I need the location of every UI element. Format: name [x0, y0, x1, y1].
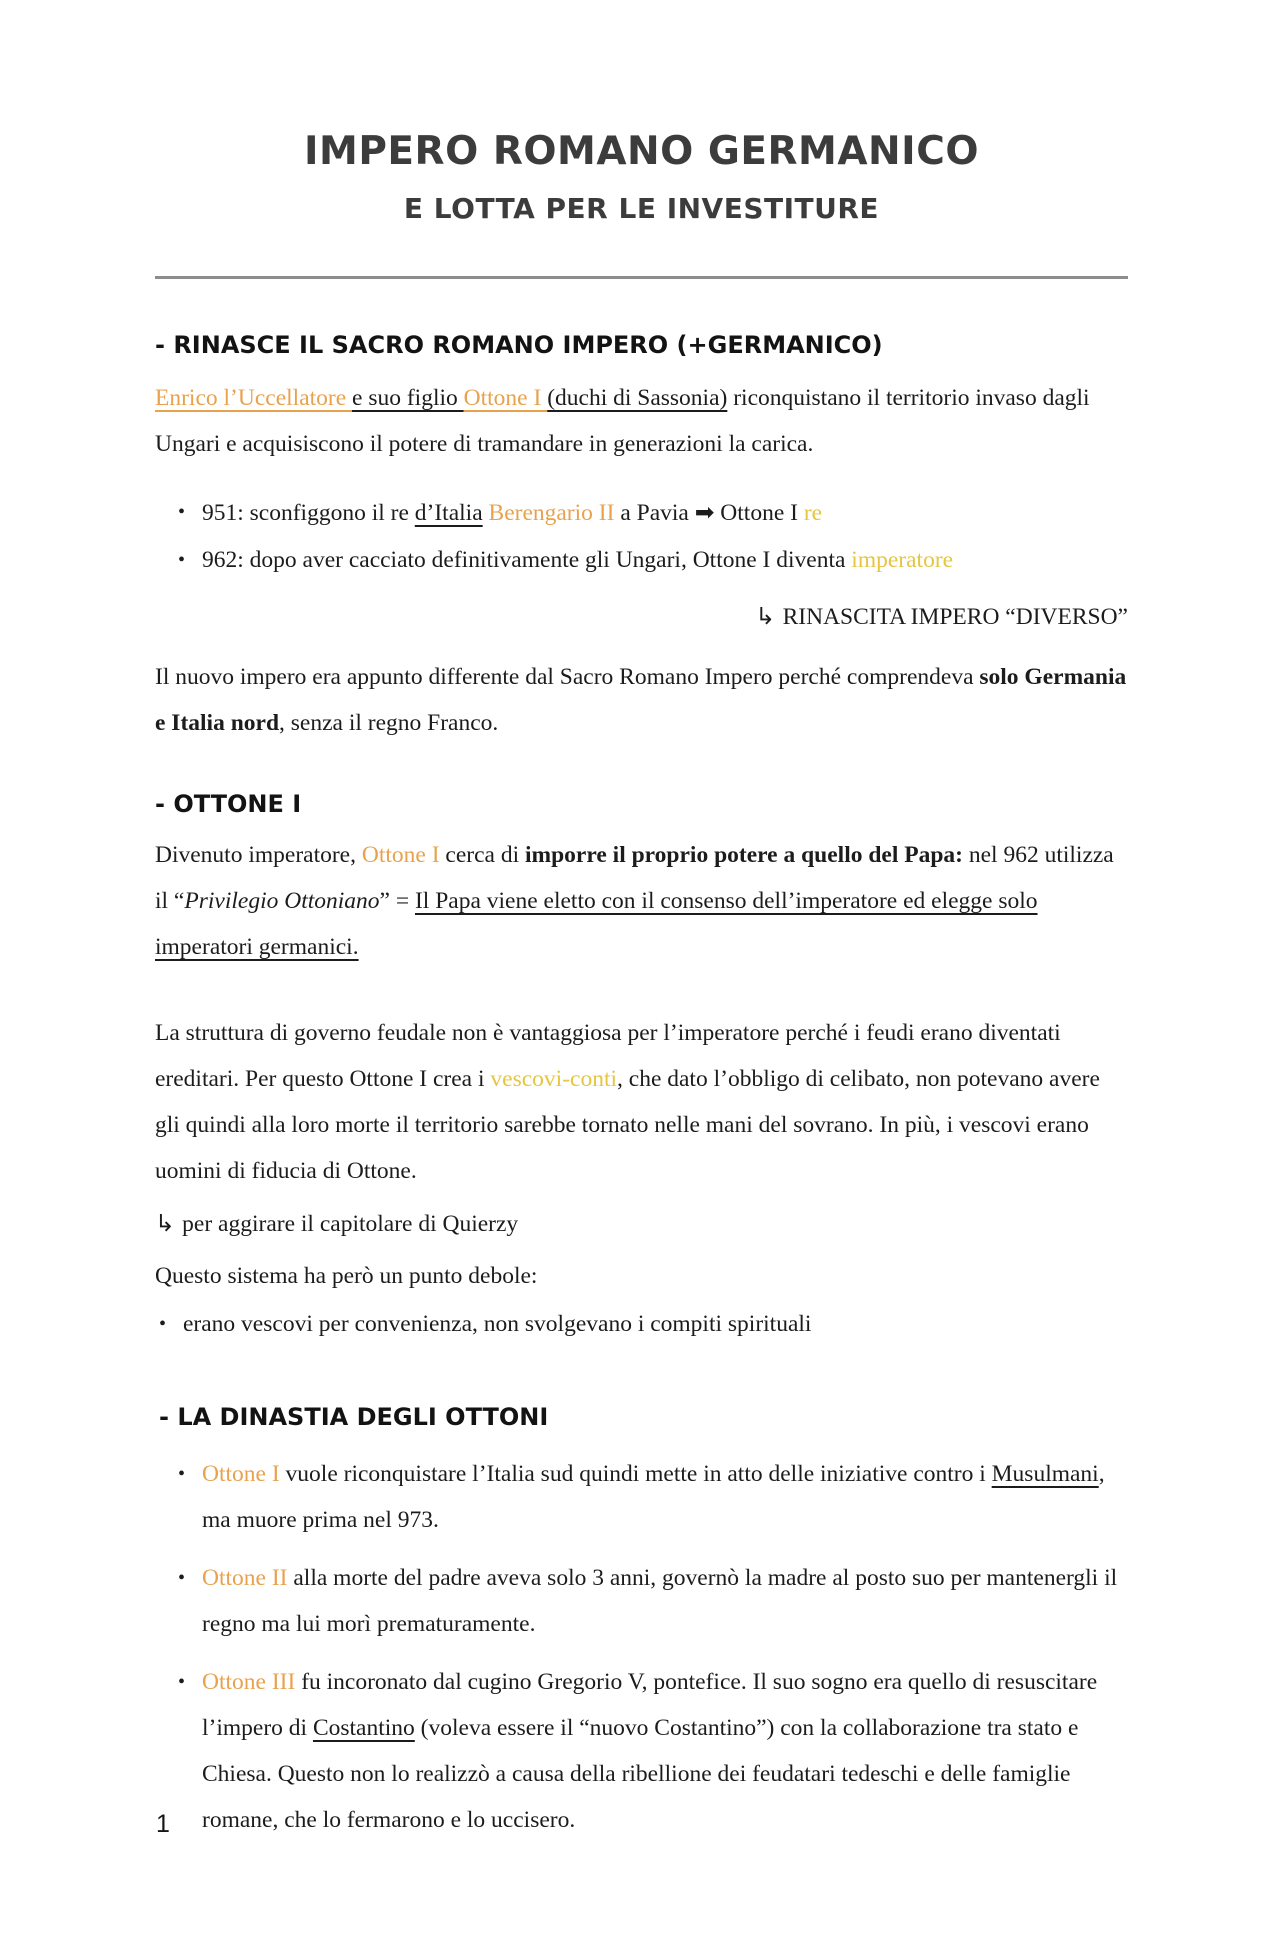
list-item: • erano vescovi per convenienza, non svolgevano i compiti spirituali	[183, 1301, 1128, 1347]
list-item: • Ottone III fu incoronato dal cugino Gregorio V, pontefice. Il suo sogno era quello di resuscitare l’impero di Costantino (voleva essere il “nuovo Costantino”) con la collaborazione tra stato e Chiesa. Questo non lo realizzò a causa della ribellione dei feudatari tedeschi e delle famiglie romane, che lo fermarono e lo uccisero.	[202, 1659, 1128, 1843]
hook-annotation: ↳ per aggirare il capitolare di Quierzy	[155, 1209, 519, 1237]
list-item: • Ottone I vuole riconquistare l’Italia sud quindi mette in atto delle iniziative contro i Musulmani, ma muore prima nel 973.	[202, 1451, 1128, 1543]
section-heading: - LA DINASTIA DEGLI OTTONI	[159, 1403, 549, 1431]
section-rinasce-sacro-romano-impero	[155, 329, 1128, 746]
document-subtitle: E LOTTA PER LE INVESTITURE	[403, 192, 880, 225]
list-item: • Ottone II alla morte del padre aveva solo 3 anni, governò la madre al posto suo per mantenergli il regno ma lui morì prematuramente.	[202, 1555, 1128, 1647]
document-title: IMPERO ROMANO GERMANICO	[304, 129, 979, 174]
section-ottone-i	[155, 788, 1128, 1347]
section-dinastia-degli-ottoni	[155, 1401, 1128, 1843]
section-heading: - OTTONE I	[155, 790, 302, 818]
title-divider-line	[155, 276, 1128, 279]
bullet-list	[155, 1301, 1128, 1347]
paragraph: Enrico l’Uccellatore e suo figlio Ottone I (duchi di Sassonia) riconquistano il territorio invaso dagli Ungari e acquisiscono il potere di tramandare in generazioni la carica.	[155, 385, 1090, 457]
bullet-list	[155, 489, 1128, 583]
list-item: • 951: sconfiggono il re d’Italia Berengario II a Pavia ➡ Ottone I re	[202, 489, 1128, 536]
section-heading: - RINASCE IL SACRO ROMANO IMPERO (+GERMANICO)	[155, 331, 883, 359]
list-item: • 962: dopo aver cacciato definitivamente gli Ungari, Ottone I diventa imperatore	[202, 537, 1128, 583]
document-page	[0, 126, 1280, 1843]
paragraph: La struttura di governo feudale non è vantaggiosa per l’imperatore perché i feudi erano diventati ereditari. Per questo Ottone I crea i vescovi-conti, che dato l’obbligo di celibato, non potevano avere gli quindi alla loro morte il territorio sarebbe tornato nelle mani del sovrano. In più, i vescovi erano uomini di fiducia di Ottone.	[155, 1020, 1100, 1184]
bullet-list	[155, 1451, 1128, 1843]
paragraph: Questo sistema ha però un punto debole:	[155, 1263, 538, 1289]
hook-annotation: ↳ RINASCITA IMPERO “DIVERSO”	[755, 602, 1128, 630]
paragraph: Il nuovo impero era appunto differente dal Sacro Romano Impero perché comprendeva solo Germania e Italia nord, senza il regno Franco.	[155, 664, 1127, 736]
page-number: 1	[156, 1810, 170, 1838]
paragraph: Divenuto imperatore, Ottone I cerca di imporre il proprio potere a quello del Papa: nel 962 utilizza il “Privilegio Ottoniano” = Il Papa viene eletto con il consenso dell’imperatore ed elegge solo imperatori germanici.	[155, 842, 1114, 960]
